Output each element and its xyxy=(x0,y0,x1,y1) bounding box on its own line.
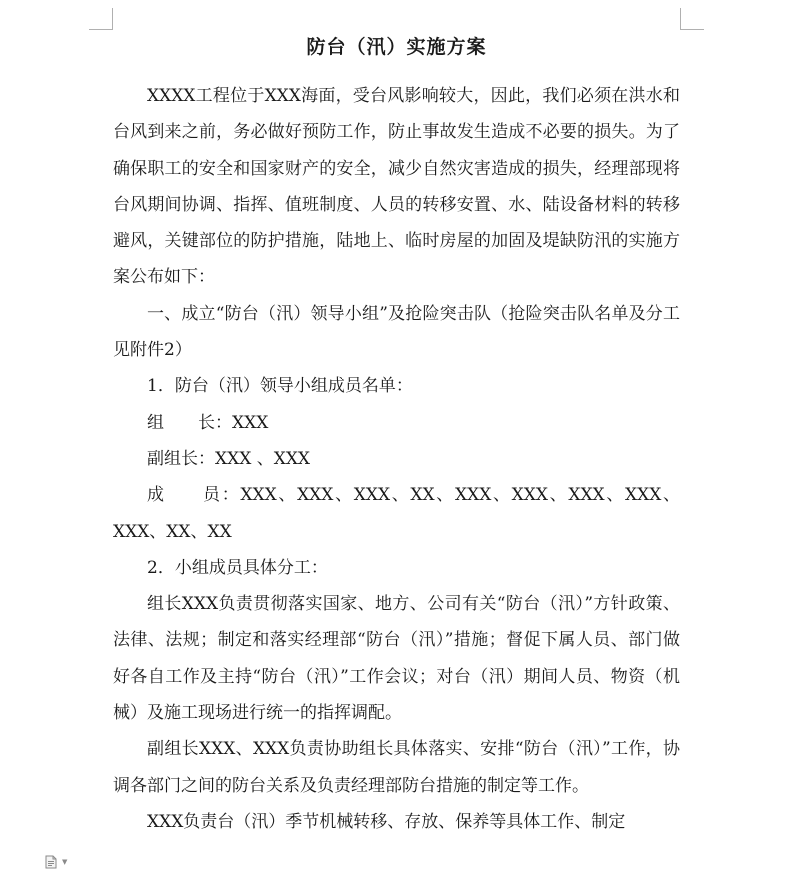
document-page xyxy=(113,30,680,840)
paragraph-deputy-leaders: 副组长：XXX 、XXX xyxy=(147,448,311,469)
paragraph-members: 成 员：XXX、XXX、XXX、XX、XXX、XXX、XXX、XXX、XXX、XX、XX xyxy=(113,485,680,542)
paragraph-deputy-duties: 副组长XXX、XXX负责协助组长具体落实、安排“防台（汛）”工作，协调各部门之间的防台关系及负责经理部防台措施的制定等工作。 xyxy=(113,739,680,796)
paragraph-machinery-duties: XXX负责台（汛）季节机械转移、存放、保养等具体工作、制定 xyxy=(147,811,626,832)
crop-mark-top-right xyxy=(680,8,704,30)
paragraph-leader: 组 长：XXX xyxy=(147,412,269,433)
document-title: 防台（汛）实施方案 xyxy=(306,36,487,58)
document-icon[interactable] xyxy=(44,855,58,869)
paragraph-section-heading: 一、成立“防台（汛）领导小组”及抢险突击队（抢险突击队名单及分工见附件2） xyxy=(113,303,680,361)
document-body xyxy=(113,78,680,840)
paragraph-leader-list-heading: 1．防台（汛）领导小组成员名单： xyxy=(147,376,413,397)
chevron-down-icon[interactable]: ▼ xyxy=(62,858,68,866)
paragraph-intro: XXXX工程位于XXX海面，受台风影响较大，因此，我们必须在洪水和台风到来之前，务必做好预防工作，防止事故发生造成不必要的损失。为了确保职工的安全和国家财产的安全，减少自然灾害造成的损失，经理部现将台风期间协调、指挥、值班制度、人员的转移安置、水、陆设备材料的转移避风，关键部位的防护措施，陆地上、临时房屋的加固及堤缺防汛的实施方案公布如下： xyxy=(113,86,680,288)
crop-mark-top-left xyxy=(89,8,113,30)
paragraph-leader-duties: 组长XXX负责贯彻落实国家、地方、公司有关“防台（汛）”方针政策、法律、法规；制定和落实经理部“防台（汛）”措施；督促下属人员、部门做好各自工作及主持“防台（汛）”工作会议；对台（汛）期间人员、物资（机械）及施工现场进行统一的指挥调配。 xyxy=(113,594,680,724)
paragraph-duties-heading: 2．小组成员具体分工： xyxy=(147,557,328,578)
